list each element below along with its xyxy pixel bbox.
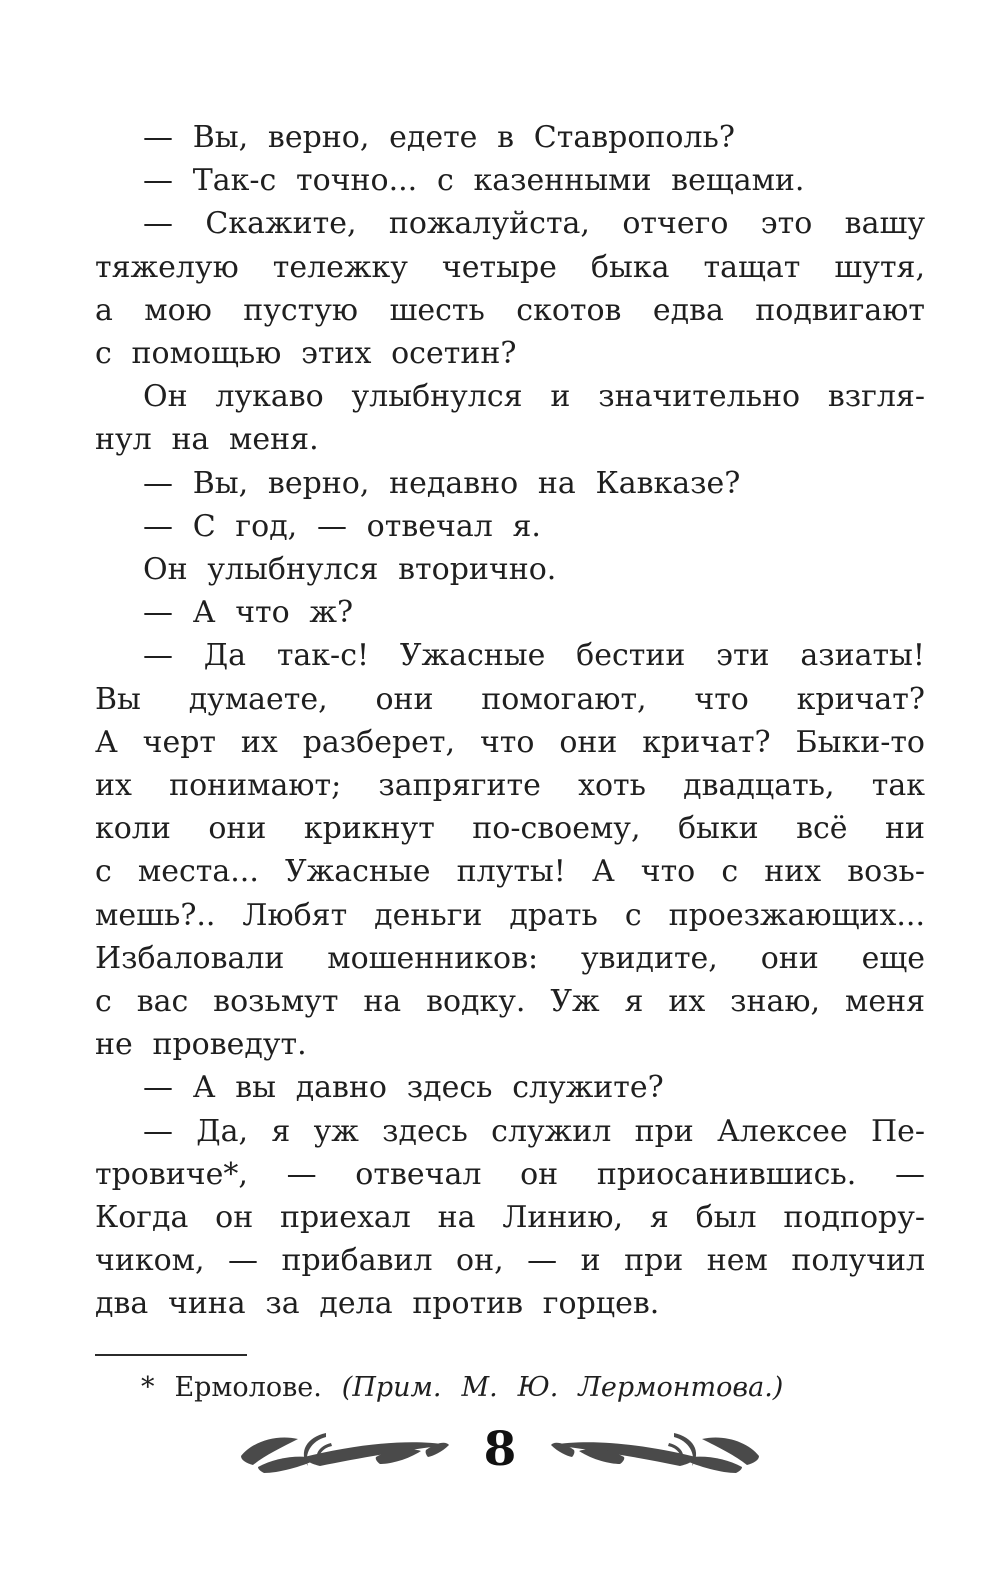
footnote-attribution: (Прим. М. Ю. Лермонтова.): [341, 1372, 784, 1403]
text-line: мешь?.. Любят деньги драть с проезжающих...: [95, 897, 925, 933]
text-line: с места... Ужасные плуты! А что с них возь-: [95, 854, 925, 890]
footnote-text: Ермолове.: [174, 1372, 322, 1403]
page-number: 8: [483, 1422, 517, 1477]
text-block: [95, 116, 925, 1326]
text-line: их понимают; запрягите хоть двадцать, так: [95, 768, 925, 804]
text-line: — Скажите, пожалуйста, отчего это вашу: [143, 206, 925, 242]
text-line: — С год, — отвечал я.: [143, 508, 541, 544]
flourish-left-icon: [238, 1424, 450, 1476]
text-line: — Вы, верно, недавно на Кавказе?: [143, 465, 741, 501]
text-line: Избаловали мошенников: увидите, они еще: [95, 940, 925, 976]
text-line: с помощью этих осетин?: [95, 336, 517, 372]
text-line: Вы думаете, они помогают, что кричат?: [95, 681, 925, 717]
text-line: Он улыбнулся вторично.: [143, 552, 557, 588]
text-line: а мою пустую шесть скотов едва подвигают: [95, 292, 925, 328]
text-line: — А вы давно здесь служите?: [143, 1070, 664, 1106]
text-line: с вас возьмут на водку. Уж я их знаю, меня: [95, 984, 925, 1020]
text-line: тровиче*, — отвечал он приосанившись. —: [95, 1156, 925, 1192]
text-line: чиком, — прибавил он, — и при нем получил: [95, 1243, 925, 1279]
text-line: Он лукаво улыбнулся и значительно взгля-: [143, 379, 925, 415]
text-line: тяжелую тележку четыре быка тащат шутя,: [95, 249, 925, 285]
text-line: коли они крикнут по-своему, быки всё ни: [95, 811, 925, 847]
footnote-separator: [95, 1354, 247, 1356]
text-line: два чина за дела против горцев.: [95, 1286, 660, 1322]
flourish-right-icon: [550, 1424, 762, 1476]
footer-ornament: [0, 1418, 1000, 1482]
footnote: [95, 1368, 925, 1408]
text-line: не проведут.: [95, 1027, 307, 1063]
text-line: — А что ж?: [143, 595, 354, 631]
text-line: нул на меня.: [95, 422, 319, 458]
footnote-marker: *: [141, 1372, 155, 1403]
text-line: — Да, я уж здесь служил при Алексее Пе-: [143, 1113, 925, 1149]
text-line: — Вы, верно, едете в Ставрополь?: [143, 120, 735, 155]
text-line: Когда он приехал на Линию, я был подпору-: [95, 1200, 925, 1236]
text-line: — Да так-с! Ужасные бестии эти азиаты!: [143, 638, 925, 674]
text-line: — Так-с точно... с казенными вещами.: [143, 163, 805, 199]
text-line: А черт их разберет, что они кричат? Быки-то: [95, 724, 925, 760]
